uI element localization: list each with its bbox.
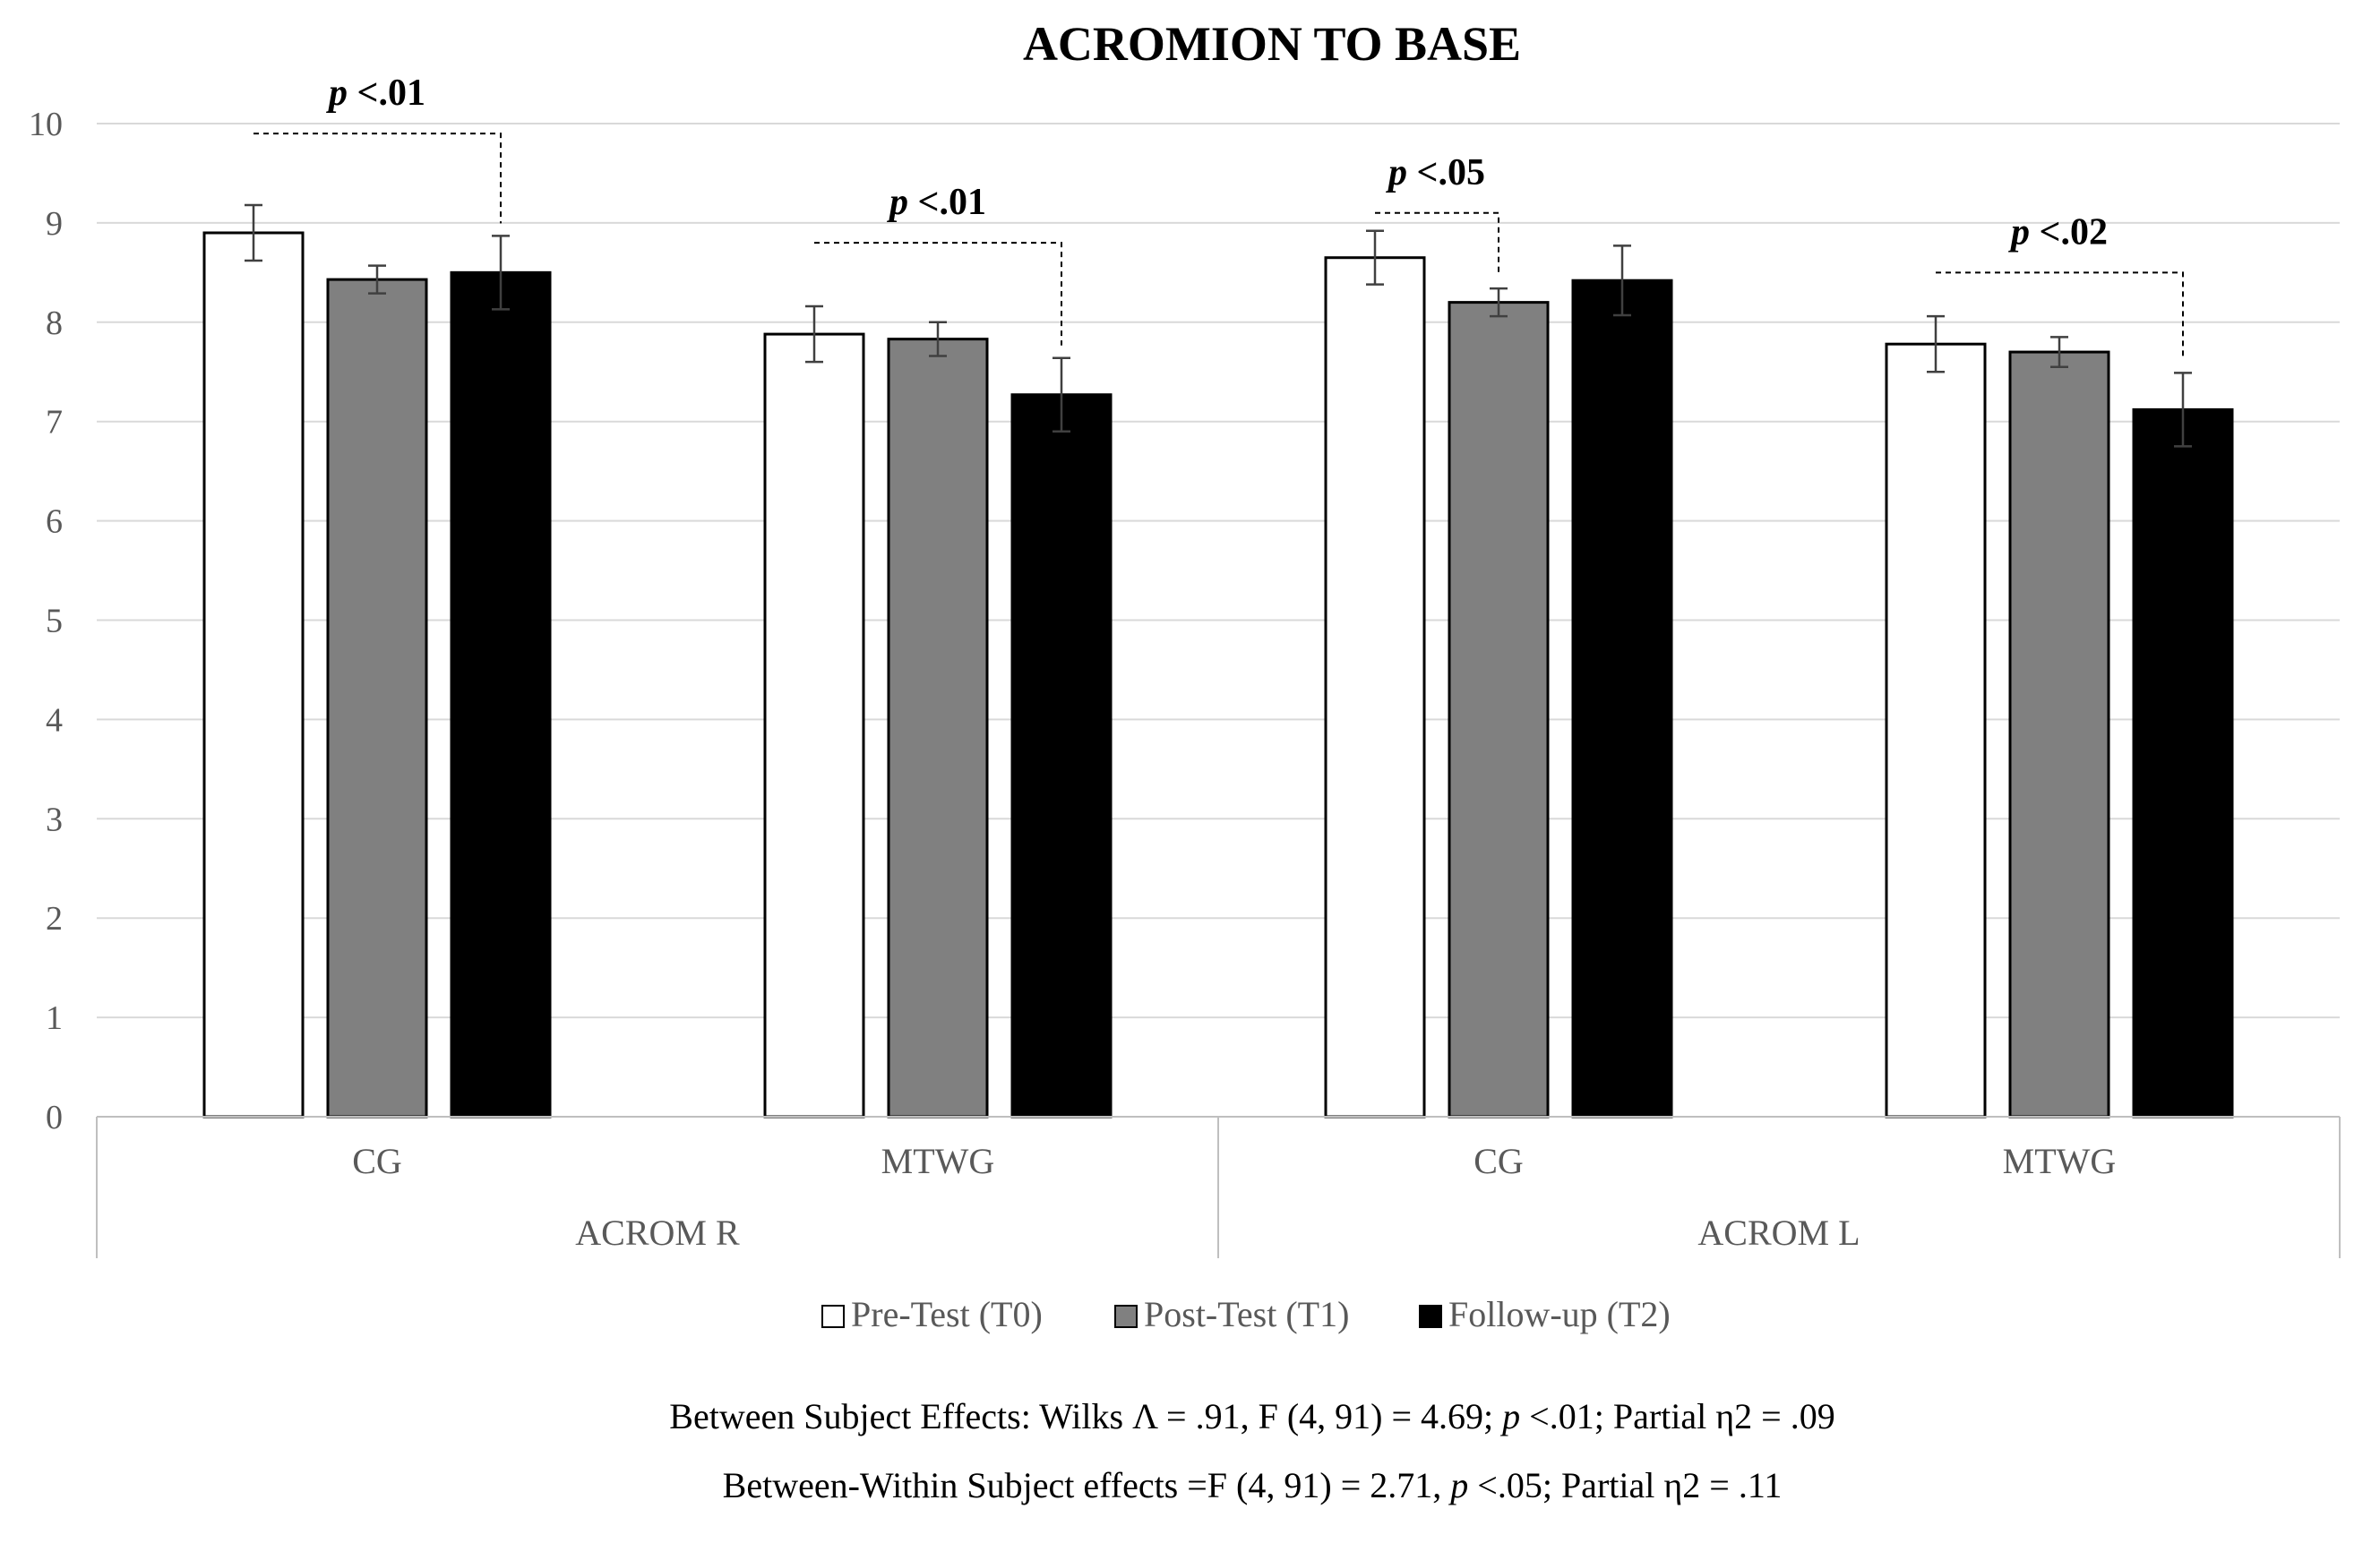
x-category-label: CG	[352, 1141, 402, 1181]
footnote-part: <.05; Partial η2 = .11	[1468, 1465, 1783, 1505]
legend-label: Post-Test (T1)	[1144, 1294, 1350, 1334]
y-tick-label: 1	[46, 999, 63, 1038]
y-tick-label: 0	[46, 1099, 63, 1136]
y-tick-label: 2	[46, 900, 63, 939]
footnote	[723, 1465, 1783, 1505]
x-group-label: ACROM R	[575, 1213, 740, 1253]
significance-value: <.01	[348, 73, 425, 115]
x-category-label: CG	[1474, 1141, 1524, 1181]
chart-title: ACROMION TO BASE	[1022, 17, 1522, 71]
significance-p: p	[2011, 211, 2031, 253]
significance-p: p	[889, 182, 909, 224]
footnotes	[669, 1396, 1834, 1505]
footnote-part: Between Subject Effects: Wilks Λ = .91, F (4, 91) = 4.69;	[669, 1396, 1503, 1436]
y-tick-label: 3	[46, 801, 63, 839]
legend-swatch	[1420, 1306, 1441, 1327]
y-tick-label: 4	[46, 701, 63, 740]
footnote-part: p	[1450, 1465, 1469, 1505]
legend-label: Pre-Test (T0)	[851, 1294, 1043, 1334]
significance-label	[326, 73, 425, 114]
footnote-part: p	[1502, 1396, 1521, 1436]
bars	[204, 233, 2232, 1117]
significance-p: p	[1388, 151, 1408, 193]
y-tick-label: 5	[46, 602, 63, 640]
gridlines	[97, 124, 2340, 1017]
bar	[2010, 352, 2109, 1117]
legend-swatch	[1115, 1306, 1137, 1327]
significance-label	[887, 182, 986, 223]
legend	[822, 1294, 1671, 1334]
y-tick-label: 6	[46, 502, 63, 541]
bar	[1012, 395, 1111, 1117]
bar	[204, 233, 303, 1117]
bar	[1886, 344, 1985, 1117]
significance-value: <.01	[908, 182, 986, 224]
bar	[451, 272, 550, 1117]
x-group-label: ACROM L	[1697, 1213, 1860, 1253]
significance-p: p	[329, 73, 348, 115]
significance-bracket	[253, 133, 501, 223]
legend-label: Follow-up (T2)	[1448, 1294, 1671, 1334]
bar	[2134, 409, 2232, 1117]
y-tick-label: 7	[46, 403, 63, 441]
legend-swatch	[822, 1306, 844, 1327]
y-axis-ticks	[29, 106, 63, 1136]
y-tick-label: 10	[29, 106, 63, 143]
x-axis	[97, 1117, 2340, 1258]
bar	[1326, 258, 1424, 1117]
significance-value: <.02	[2030, 211, 2108, 253]
x-category-label: MTWG	[881, 1141, 995, 1181]
footnote-part: <.01; Partial η2 = .09	[1520, 1396, 1835, 1436]
footnote	[669, 1396, 1834, 1436]
bar	[889, 339, 987, 1117]
significance-label	[1386, 152, 1485, 193]
x-category-label: MTWG	[2002, 1141, 2117, 1181]
bar	[765, 334, 864, 1117]
footnote-part: Between-Within Subject effects =F (4, 91) = 2.71,	[722, 1465, 1451, 1505]
y-tick-label: 8	[46, 304, 63, 342]
bar	[1449, 303, 1548, 1117]
y-tick-label: 9	[46, 204, 63, 243]
bar	[328, 279, 426, 1117]
significance-value: <.05	[1407, 151, 1485, 193]
bar	[1573, 280, 1671, 1117]
significance-label	[2008, 211, 2108, 253]
